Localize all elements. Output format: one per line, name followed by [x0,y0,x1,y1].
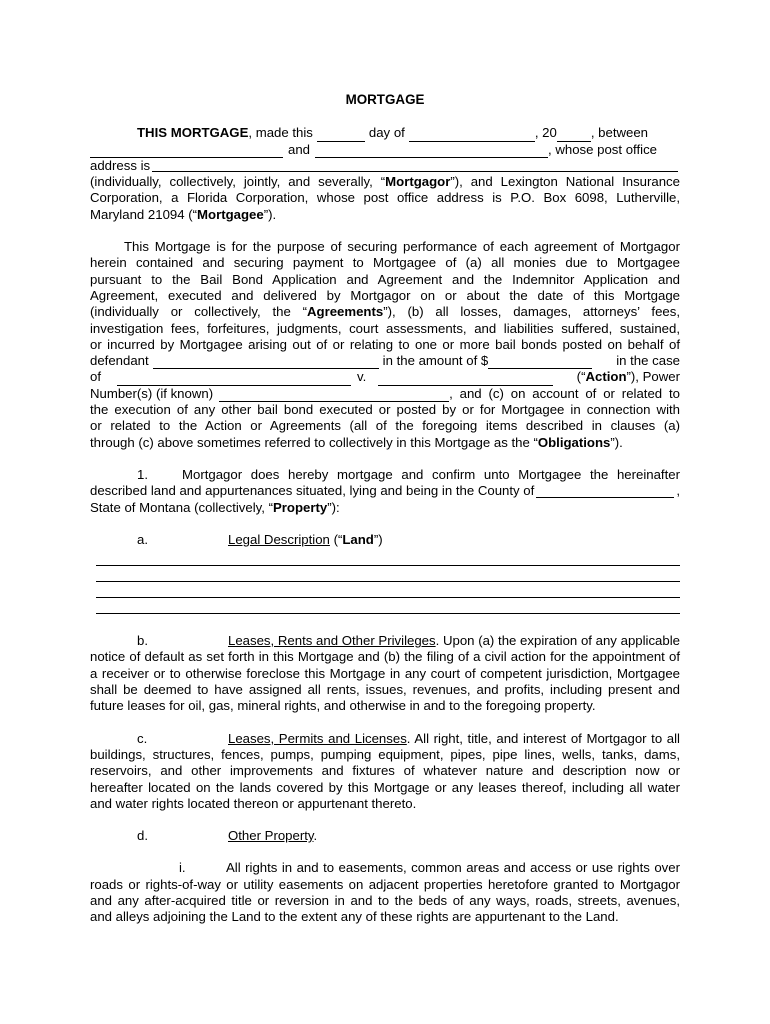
subsection-d: d. Other Property. [137,828,318,844]
document-title: MORTGAGE [345,92,425,107]
day-blank[interactable] [317,128,365,142]
power-number-blank[interactable] [219,388,449,402]
intro-paragraph: THIS MORTGAGE , made this day of , 20 , between and , whose post office address is (individually, collectively, jointly, and severally, “Mortgagor”), and Lexington National Insurance Corporation, a Florida Corporation, whose post office address is P.O. Box 6098, Lutherville, Maryland 21094 (“Mortgagee”). [90,125,680,222]
amount-blank[interactable] [488,355,592,369]
case-defendant-blank[interactable] [378,372,553,386]
section-1: 1. Mortgagor does hereby mortgage and confirm unto Mortgagee the hereinafter described land and appurtenances situated, lying and being in the County of , State of Montana (collectively, “Property”): [90,466,680,515]
leases-rents-heading: Leases, Rents and Other Privileges [228,633,436,649]
section-1-number: 1. [137,466,148,482]
defendant-blank[interactable] [153,355,379,369]
second-party-blank[interactable] [315,144,548,158]
subsection-a: a. Legal Description (“Land”) [90,532,680,614]
other-property-heading: Other Property [228,828,314,844]
obligations-term: Obligations [537,434,611,450]
legal-description-line-3[interactable] [96,582,680,598]
mortgage-document [90,92,680,926]
legal-description-line-1[interactable] [96,550,680,566]
legal-description-line-4[interactable] [96,598,680,614]
legal-description-line-2[interactable] [96,566,680,582]
month-blank[interactable] [409,128,535,142]
mortgagee-term: Mortgagee [197,206,264,222]
mortgagor-name-blank[interactable] [90,144,283,158]
mortgagor-term: Mortgagor [385,174,451,190]
county-blank[interactable] [536,484,674,498]
leases-permits-heading: Leases, Permits and Licenses [228,730,407,746]
this-mortgage-label: THIS MORTGAGE [137,125,249,141]
legal-description-heading: Legal Description [228,531,330,547]
case-plaintiff-blank[interactable] [117,372,351,386]
land-term: Land [342,531,374,547]
purpose-paragraph: This Mortgage is for the purpose of securing performance of each agreement of Mortgagor herein contained and securing payment to Mortgagee of (a) all monies due to Mortgagee pursuant to the Bail Bond Application and Agreement and the Indemnitor Application and Agreement, executed and delivered by Mortgagor on or about the date of this Mortgage (individually or collectively, the “Agreements”), (b) all losses, damages, attorneys’ fees, investigation fees, forfeitures, judgments, court assessments, and liabilities suffered, sustained, or incurred by Mortgagee arising out of or relating to one or more bail bonds posted on behalf of defendant in the amount of $ in the case of v. (“Action”), Power Number(s) (if known) , and (c) on account of or related to the execution of any other bail bond executed or posted by or for Mortgagee in connection with or related to the Action or Agreements (all of the foregoing items described in clauses (a) through (c) above sometimes referred to collectively in this Mortgage as the “Obligations”). [90,239,680,450]
agreements-term: Agreements [306,304,384,320]
subsection-c: c. Leases, Permits and Licenses. All right, title, and interest of Mortgagor to all buildings, structures, fences, pumps, pumping equipment, pipes, pipe lines, wells, tanks, dams, reservoirs, and other improvements and fixtures of whatever nature and description now or hereafter located on the lands covered by this Mortgage or any leases thereof, including all water and water rights located thereon or appurtenant thereto. [90,730,680,811]
subsection-b: b. Leases, Rents and Other Privileges. Upon (a) the expiration of any applicable notice of default as set forth in this Mortgage and (b) the filing of a civil action for the appointment of a receiver or to otherwise foreclose this Mortgage in any court of competent jurisdiction, Mortgagee shall be deemed to have assigned all rents, issues, revenues, and profits, including present and future leases for oil, gas, mineral rights, and otherwise in and to the foregoing property. [90,633,680,714]
action-term: Action [585,369,627,385]
year-blank[interactable] [557,128,591,142]
address-blank[interactable] [152,158,678,172]
property-term: Property [273,499,328,515]
subsection-d-i: i. All rights in and to easements, common areas and access or use rights over roads or rights-of-way or utility easements on adjacent properties heretofore granted to Mortgagor and any after-acquired title or reversion in and to the beds of any ways, roads, streets, avenues, and alleys adjoining the Land to the extent any of these rights are appurtenant to the Land. [90,860,680,925]
